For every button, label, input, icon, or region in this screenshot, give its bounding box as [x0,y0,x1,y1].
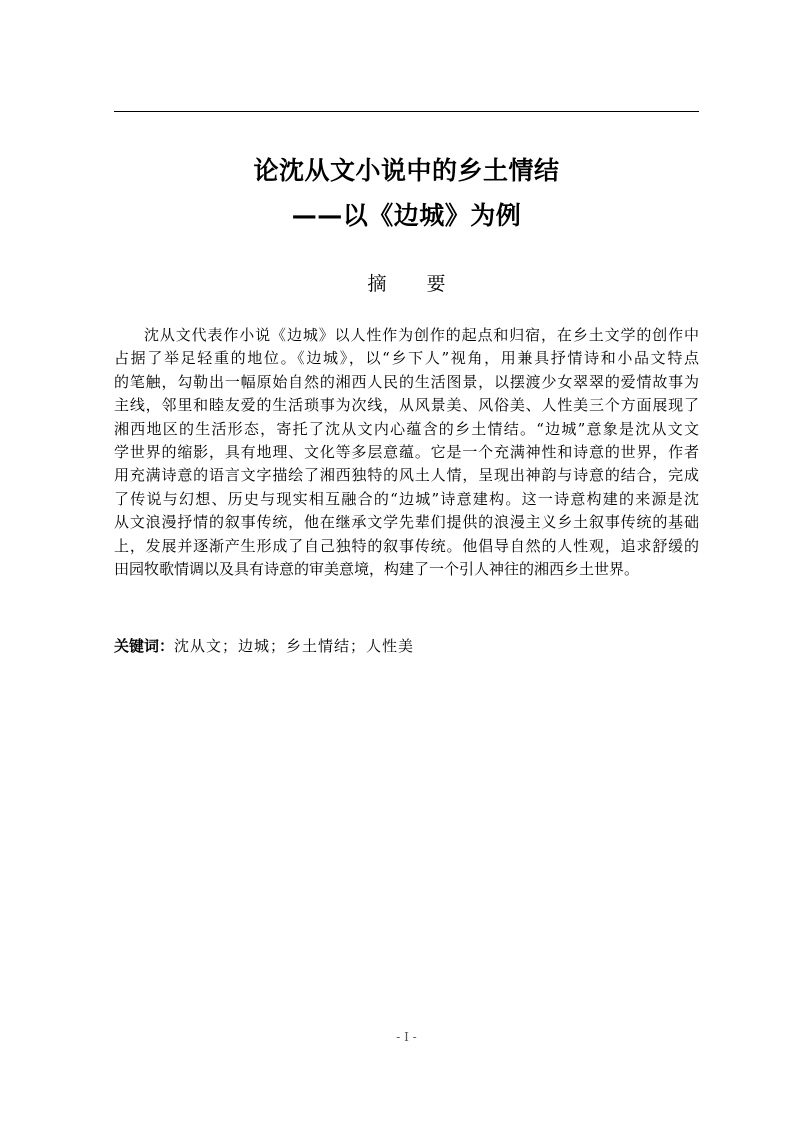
page-title: 论沈从文小说中的乡土情结 [253,156,560,185]
abstract-line: 从文浪漫抒情的叙事传统，他在继承文学先辈们提供的浪漫主义乡土叙事传统的基础 [114,513,699,532]
abstract-line: 占据了举足轻重的地位。《边城》，以“乡下人”视角，用兼具抒情诗和小品文特点 [114,349,699,368]
abstract-heading-char-2: 要 [426,273,446,295]
abstract-body [114,324,699,581]
page-number: - I - [396,1030,417,1044]
keywords-value: 沈从文；边城；乡土情结；人性美 [174,637,415,655]
abstract-line: 沈从文代表作小说《边城》以人性作为创作的起点和归宿，在乡土文学的创作中 [144,326,699,344]
keywords [114,634,699,658]
abstract-line: 用充满诗意的语言文字描绘了湘西独特的风土人情，呈现出神韵与诗意的结合，完成 [114,466,699,485]
abstract-line: 田园牧歌情调以及具有诗意的审美意境，构建了一个引人神往的湘西乡土世界。 [114,559,640,578]
abstract-line: 主线，邻里和睦友爱的生活琐事为次线，从风景美、风俗美、人性美三个方面展现了 [114,396,699,415]
abstract-line: 的笔触，勾勒出一幅原始自然的湘西人民的生活图景，以摆渡少女翠翠的爱情故事为 [114,372,699,391]
abstract-line: 学世界的缩影，具有地理、文化等多层意蕴。它是一个充满神性和诗意的世界，作者 [114,442,699,461]
abstract-line: 了传说与幻想、历史与现实相互融合的“边城”诗意建构。这一诗意构建的来源是沈 [114,489,699,508]
page-subtitle: ——以《边城》为例 [291,201,522,230]
abstract-heading [114,271,699,297]
title-block [114,150,699,228]
abstract-line: 上，发展并逐渐产生形成了自己独特的叙事传统。他倡导自然的人性观，追求舒缓的 [114,536,699,555]
abstract-line: 湘西地区的生活形态，寄托了沈从文内心蕴含的乡土情结。“边城”意象是沈从文文 [114,419,699,438]
keywords-label: 关键词： [114,637,175,655]
header-rule [114,111,699,112]
abstract-heading-char-1: 摘 [367,273,387,295]
